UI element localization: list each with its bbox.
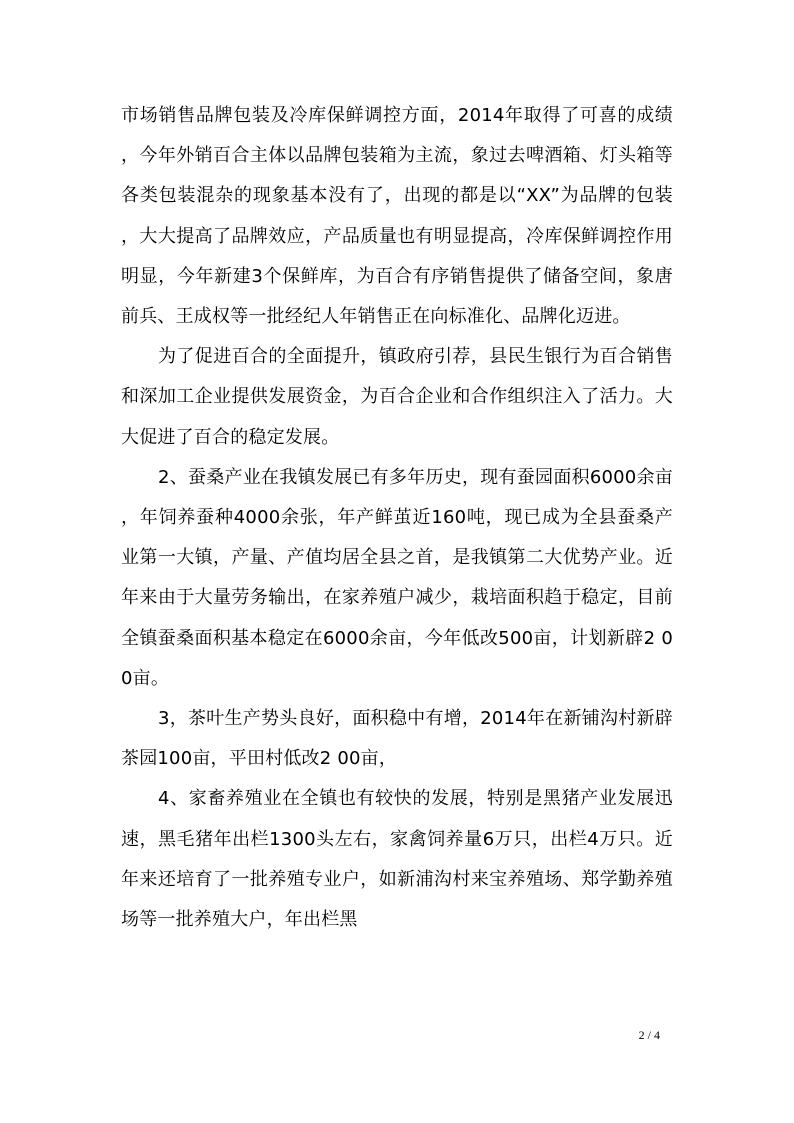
paragraph-livestock: 4、家畜养殖业在全镇也有较快的发展，特别是黑猪产业发展迅速，黑毛猪年出栏1300头左右，家禽饲养量6万只，出栏4万只。近年来还培育了一批养殖专业户，如新浦沟村来宝养殖场、郑学勤养殖场等一批养殖大户，年出栏黑 <box>121 788 673 931</box>
document-body <box>121 96 673 940</box>
paragraph-lily-promotion: 为了促进百合的全面提升，镇政府引荐，县民生银行为百合销售和深加工企业提供发展资金，为百合企业和合作组织注入了活力。大大促进了百合的稳定发展。 <box>121 346 673 448</box>
paragraph-sericulture: 2、蚕桑产业在我镇发展已有多年历史，现有蚕园面积6000余亩，年饲养蚕种4000余张，年产鲜茧近160吨，现已成为全县蚕桑产业第一大镇，产量、产值均居全县之首，是我镇第二大优势产业。近年来由于大量劳务输出，在家养殖户减少，栽培面积趋于稳定，目前全镇蚕桑面积基本稳定在6000余亩，今年低改500亩，计划新辟2 00亩。 <box>121 466 673 689</box>
page-number: 2 / 4 <box>638 1028 660 1042</box>
paragraph-market-sales: 市场销售品牌包装及冷库保鲜调控方面，2014年取得了可喜的成绩，今年外销百合主体以品牌包装箱为主流，象过去啤酒箱、灯头箱等各类包装混杂的现象基本没有了，出现的都是以“XX”为品牌的包装，大大提高了品牌效应，产品质量也有明显提高，冷库保鲜调控作用明显，今年新建3个保鲜库，为百合有序销售提供了储备空间，象唐前兵、王成权等一批经纪人年销售正在向标准化、品牌化迈进。 <box>121 105 673 328</box>
paragraph-tea-production: 3，茶叶生产势头良好，面积稳中有增，2014年在新铺沟村新辟茶园100亩，平田村低改2 00亩， <box>121 708 673 770</box>
